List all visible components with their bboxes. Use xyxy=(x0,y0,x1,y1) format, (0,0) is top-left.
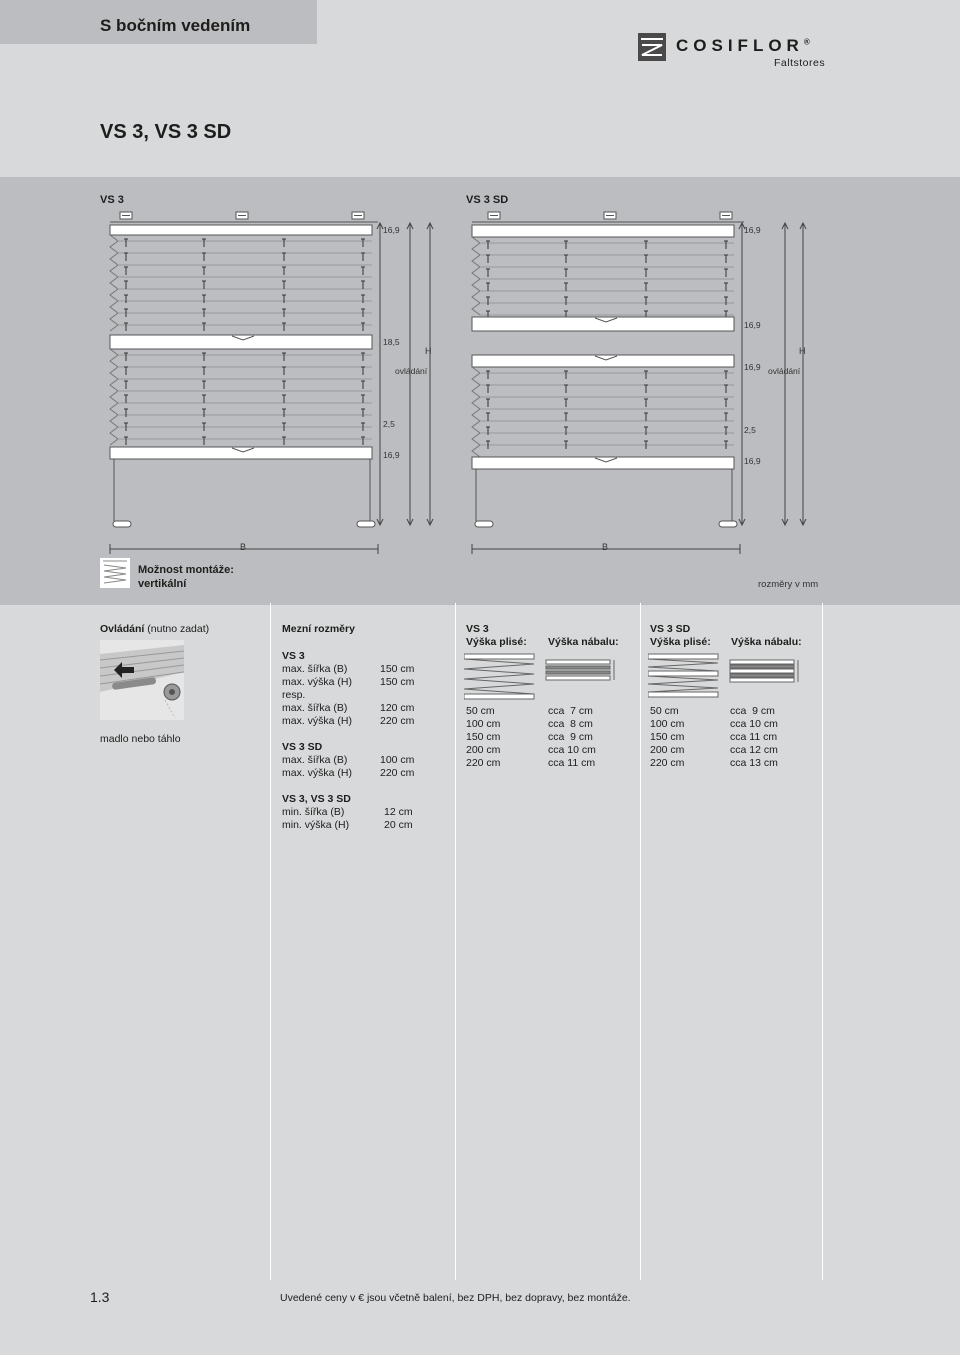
guide-foot xyxy=(719,521,737,527)
units-note: rozměry v mm xyxy=(758,579,819,590)
mount-line1: Možnost montáže: xyxy=(138,564,234,576)
limits-title: Mezní rozměry xyxy=(282,623,355,635)
stack-vs3sd-heights: 50 cm 100 cm 150 cm 200 cm 220 cm xyxy=(650,705,685,769)
stack-vs3-col2: Výška nábalu: xyxy=(548,636,619,648)
divider-1 xyxy=(270,603,271,1280)
stack-vs3sd-illustration xyxy=(648,652,808,702)
pleat-edge xyxy=(472,367,480,457)
dim-left-mid: 18,5 xyxy=(383,337,400,347)
stack-vs3-heights: 50 cm 100 cm 150 cm 200 cm 220 cm xyxy=(466,705,501,769)
bottom-rail xyxy=(472,457,734,469)
h-label-left: H xyxy=(425,346,432,356)
dim-right-bottom: 16,9 xyxy=(744,456,761,466)
dim-right-mid2: 16,9 xyxy=(744,362,761,372)
page-title: VS 3, VS 3 SD xyxy=(100,121,232,143)
mount-line2: vertikální xyxy=(138,578,187,590)
stack-vs3sd-col2: Výška nábalu: xyxy=(731,636,802,648)
middle-rail xyxy=(110,335,372,349)
ovladani-left: ovládání xyxy=(395,366,428,376)
dim-right-top: 16,9 xyxy=(744,225,761,235)
brand-sub: Faltstores xyxy=(774,57,826,69)
diagram-right-label: VS 3 SD xyxy=(466,194,509,206)
dim-left-top: 16,9 xyxy=(383,225,400,235)
limits-vs3-list: max. šířka (B) 150 cm max. výška (H) 150 cm resp. max. šířka (B) 120 cm max. výška (H) 220 cm xyxy=(282,663,415,727)
pleat-edge xyxy=(472,237,480,315)
dim-left-bottom: 16,9 xyxy=(383,450,400,460)
control-title: Ovládání (nutno zadat) xyxy=(100,623,210,635)
stack-vs3sd-col1: Výška plisé: xyxy=(650,636,711,648)
divider-3 xyxy=(640,603,641,1280)
limits-vs3sd-list: max. šířka (B) 100 cm max. výška (H) 220 cm xyxy=(282,754,415,779)
brand-name: COSIFLOR® xyxy=(676,36,810,55)
dim-left-25: 2,5 xyxy=(383,419,395,429)
divider-4 xyxy=(822,603,823,1280)
footer-note: Uvedené ceny v € jsou včetně balení, bez DPH, bez dopravy, bez montáže. xyxy=(280,1292,631,1304)
blind-diagram xyxy=(0,177,960,605)
stack-vs3-head: VS 3 xyxy=(466,623,489,635)
top-rail xyxy=(472,225,734,237)
stack-vs3sd-head: VS 3 SD xyxy=(650,623,691,635)
middle-rail-1 xyxy=(472,317,734,331)
stack-vs3sd-values: cca 9 cm cca 10 cm cca 11 cm cca 12 cm cca 13 cm xyxy=(730,705,778,769)
stack-vs3-col1: Výška plisé: xyxy=(466,636,527,648)
header-title: S bočním vedením xyxy=(100,16,251,35)
cosiflor-logo-icon xyxy=(638,33,666,61)
divider-2 xyxy=(455,603,456,1280)
dim-right-25: 2,5 xyxy=(744,425,756,435)
dim-right-mid1: 16,9 xyxy=(744,320,761,330)
page-number: 1.3 xyxy=(90,1289,110,1305)
limits-vs3-head: VS 3 xyxy=(282,650,305,662)
control-caption: madlo nebo táhlo xyxy=(100,733,181,745)
b-label-left: B xyxy=(240,542,247,552)
diagram-left-label: VS 3 xyxy=(100,194,124,206)
stack-vs3-values: cca 7 cm cca 8 cm cca 9 cm cca 10 cm cca 11 cm xyxy=(548,705,596,769)
b-label-right: B xyxy=(602,542,609,552)
top-rail xyxy=(110,225,372,235)
guide-foot xyxy=(475,521,493,527)
ovladani-right: ovládání xyxy=(768,366,801,376)
handle-image xyxy=(100,640,184,720)
bottom-rail xyxy=(110,447,372,459)
guide-foot xyxy=(113,521,131,527)
stack-vs3-illustration xyxy=(464,652,624,702)
h-label-right: H xyxy=(799,346,806,356)
pleat-edge xyxy=(110,349,118,445)
mount-icon xyxy=(100,558,130,588)
guide-foot xyxy=(357,521,375,527)
limits-vs3sd-head: VS 3 SD xyxy=(282,741,323,753)
pleat-edge xyxy=(110,235,118,331)
limits-both-list: min. šířka (B) 12 cm min. výška (H) 20 cm xyxy=(282,806,413,831)
limits-both-head: VS 3, VS 3 SD xyxy=(282,793,351,805)
middle-rail-2 xyxy=(472,355,734,367)
